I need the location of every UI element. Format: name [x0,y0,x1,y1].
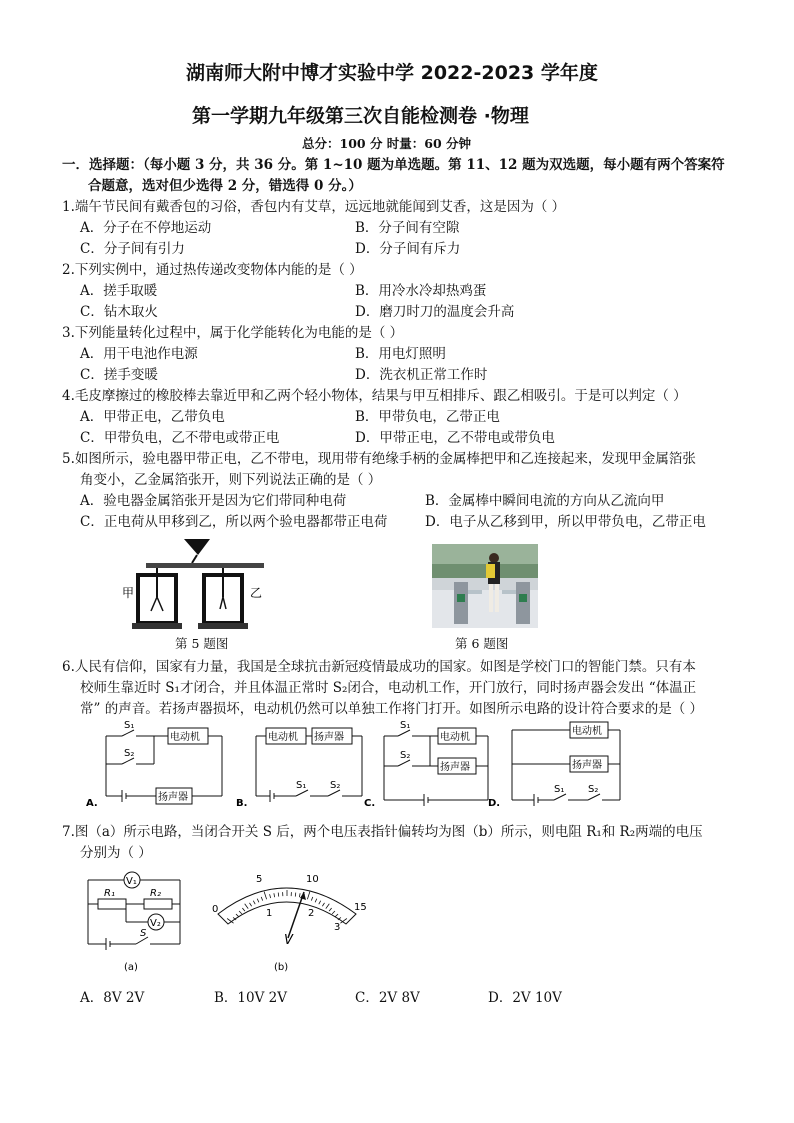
dial-tick [329,908,332,911]
q1-option-c: C．分子间有引力 [80,241,185,257]
q4-option-c: C．甲带负电，乙不带电或带正电 [80,430,280,446]
q1-option-a: A．分子在不停地运动 [80,220,212,236]
q6d-motor: 电动机 [572,726,602,737]
q3-option-d: D．洗衣机正常工作时 [355,367,488,383]
q5-stem-line1: 5.如图所示，验电器甲带正电，乙不带电，现用带有绝缘手柄的金属棒把甲和乙连接起来，发现甲金属箔张 [62,451,696,467]
dial-tick [239,911,242,914]
q4-option-d: D．甲带正电，乙不带电或带负电 [355,430,555,446]
q6c-speaker: 扬声器 [440,762,470,773]
q6-option-d: D. [488,798,501,809]
q3-option-c: C．搓手变暖 [80,367,158,383]
dial-tick [322,903,324,906]
fig6-gate-photo [432,544,538,628]
q7a-v1: V₁ [126,876,137,887]
q1-stem: 1.端午节民间有戴香包的习俗，香包内有艾草，远远地就能闻到艾香，这是因为（ ） [62,199,566,215]
q3-stem: 3.下列能量转化过程中，属于化学能转化为电能的是（ ） [62,325,404,341]
q7b-unit: V [284,933,293,948]
dial-tick [249,903,251,906]
q7-fig-a-circuit [84,866,194,976]
dial-tick [264,892,266,900]
exam-meta: 总分：100 分 时量：60 分钟 [302,136,472,151]
q7b-tick-5: 5 [256,874,263,885]
q6a-motor: 电动机 [170,732,200,743]
q6b-motor: 电动机 [268,732,298,743]
section-heading-line1: 一．选择题：（每小题 3 分，共 36 分。第 1~10 题为单选题。第 11、12 题为双选题，每小题有两个答案符 [62,157,725,173]
fig5-electroscopes [118,535,278,635]
q6b-s2: S₂ [330,780,341,791]
dial-tick [245,904,249,909]
fig5-label-jia: 甲 [122,586,135,600]
q6a-s2: S₂ [124,748,135,759]
q7-option-d: D．2V 10V [488,990,562,1006]
dial-tick [236,914,239,917]
dial-tick [311,897,312,901]
dial-tick [326,904,330,909]
q6d-s1: S₁ [554,784,565,795]
q6c-motor: 电动机 [440,732,470,743]
dial-tick [253,901,255,905]
q6d-s2: S₂ [588,784,599,795]
dial-tick [319,901,321,905]
q5-option-c: C．正电荷从甲移到乙，所以两个验电器都带正电荷 [80,514,388,530]
q6-option-c: C. [364,798,376,809]
voltmeter-needle [288,892,304,938]
q6-option-b: B. [236,798,248,809]
fig6-caption: 第 6 题图 [455,636,509,651]
q1-option-d: D．分子间有斥力 [355,241,461,257]
q6-option-a: A. [86,798,98,809]
dial-tick [299,893,300,897]
section-heading-line2: 合题意，选对但少选得 2 分，错选得 0 分。） [88,178,362,194]
dial-tick [278,893,279,897]
q7b-tick-10: 10 [306,874,319,885]
q6-circuits [84,716,624,812]
q6c-s2: S₂ [400,750,411,761]
q6c-s1: S₁ [400,720,411,731]
exam-title-line1: 湖南师大附中博才实验中学 2022-2023 学年度 [186,62,598,84]
q7-stem-line1: 7.图（a）所示电路，当闭合开关 S 后，两个电压表指针偏转均为图（b）所示，则电阻 R₁和 R₂两端的电压 [62,824,703,840]
dial-tick [274,893,275,897]
q7b-tick-3: 3 [334,922,341,933]
q2-option-c: C．钻木取火 [80,304,158,320]
dial-tick [335,914,338,917]
q4-option-a: A．甲带正电，乙带负电 [80,409,225,425]
q7b-tick-2: 2 [308,908,315,919]
fig5-label-yi: 乙 [250,586,263,600]
dial-tick [332,911,335,914]
dial-tick [242,908,245,911]
q7b-tick-15: 15 [354,902,367,913]
q3-option-b: B．用电灯照明 [355,346,446,362]
q1-option-b: B．分子间有空隙 [355,220,460,236]
q6-stem-line1: 6.人民有信仰，国家有力量，我国是全球抗击新冠疫情最成功的国家。如图是学校门口的智能门禁。只有本 [62,659,696,675]
fig5-caption: 第 5 题图 [175,636,229,651]
q4-stem: 4.毛皮摩擦过的橡胶棒去靠近甲和乙两个轻小物体，结果与甲互相排斥、跟乙相吸引。于是可以判定（ ） [62,388,687,404]
q6-stem-line2: 校师生靠近时 S₁才闭合，并且体温正常时 S₂闭合，电动机工作，开门放行，同时扬声器会发出 “体温正 [80,680,697,696]
q2-option-b: B．用冷水冷却热鸡蛋 [355,283,487,299]
q7-option-a: A．8V 2V [80,990,145,1006]
q5-option-d: D．电子从乙移到甲，所以甲带负电，乙带正电 [425,514,706,530]
q7-stem-line2: 分别为（ ） [80,845,152,861]
q6-circuit-d [512,722,620,806]
q6b-s1: S₁ [296,780,307,791]
q7-fig-b-label: (b) [274,962,289,973]
q6-circuit-c [384,728,488,806]
q7-option-b: B．10V 2V [214,990,287,1006]
q7a-v2: V₂ [150,918,161,929]
dial-tick [315,899,317,903]
q7a-r1: R₁ [104,888,115,899]
q2-option-a: A．搓手取暖 [80,283,158,299]
q2-option-d: D．磨刀时刀的温度会升高 [355,304,515,320]
q7-fig-a-label: (a) [124,962,138,973]
q7a-s: S [140,928,147,939]
q7a-r2: R₂ [150,888,161,899]
q6-stem-line3: 常” 的声音。若扬声器损坏，电动机仍然可以单独工作将门打开。如图所示电路的设计符合要求的是（ ） [80,701,703,717]
q6d-speaker: 扬声器 [572,760,602,771]
dial-tick [261,897,262,901]
q6b-speaker: 扬声器 [314,732,344,743]
q4-option-b: B．甲带负电，乙带正电 [355,409,500,425]
q3-option-a: A．用干电池作电源 [80,346,198,362]
q5-stem-line2: 角变小，乙金属箔张开，则下列说法正确的是（ ） [80,472,382,488]
q6a-s1: S₁ [124,720,135,731]
q7-option-c: C．2V 8V [355,990,420,1006]
q6a-speaker: 扬声器 [158,792,188,803]
q5-option-b: B．金属棒中瞬间电流的方向从乙流向甲 [425,493,665,509]
exam-title-line2: 第一学期九年级第三次自能检测卷 ·物理 [192,105,529,127]
dial-tick [295,893,296,897]
q2-stem: 2.下列实例中，通过热传递改变物体内能的是（ ） [62,262,363,278]
q7-fig-b-voltmeter [204,870,374,974]
dial-tick [257,899,259,903]
q7b-tick-1: 1 [266,908,273,919]
q5-option-a: A．验电器金属箔张开是因为它们带同种电荷 [80,493,347,509]
dial-tick [270,894,271,898]
dial-tick [307,892,309,900]
q7b-tick-0: 0 [212,904,219,915]
